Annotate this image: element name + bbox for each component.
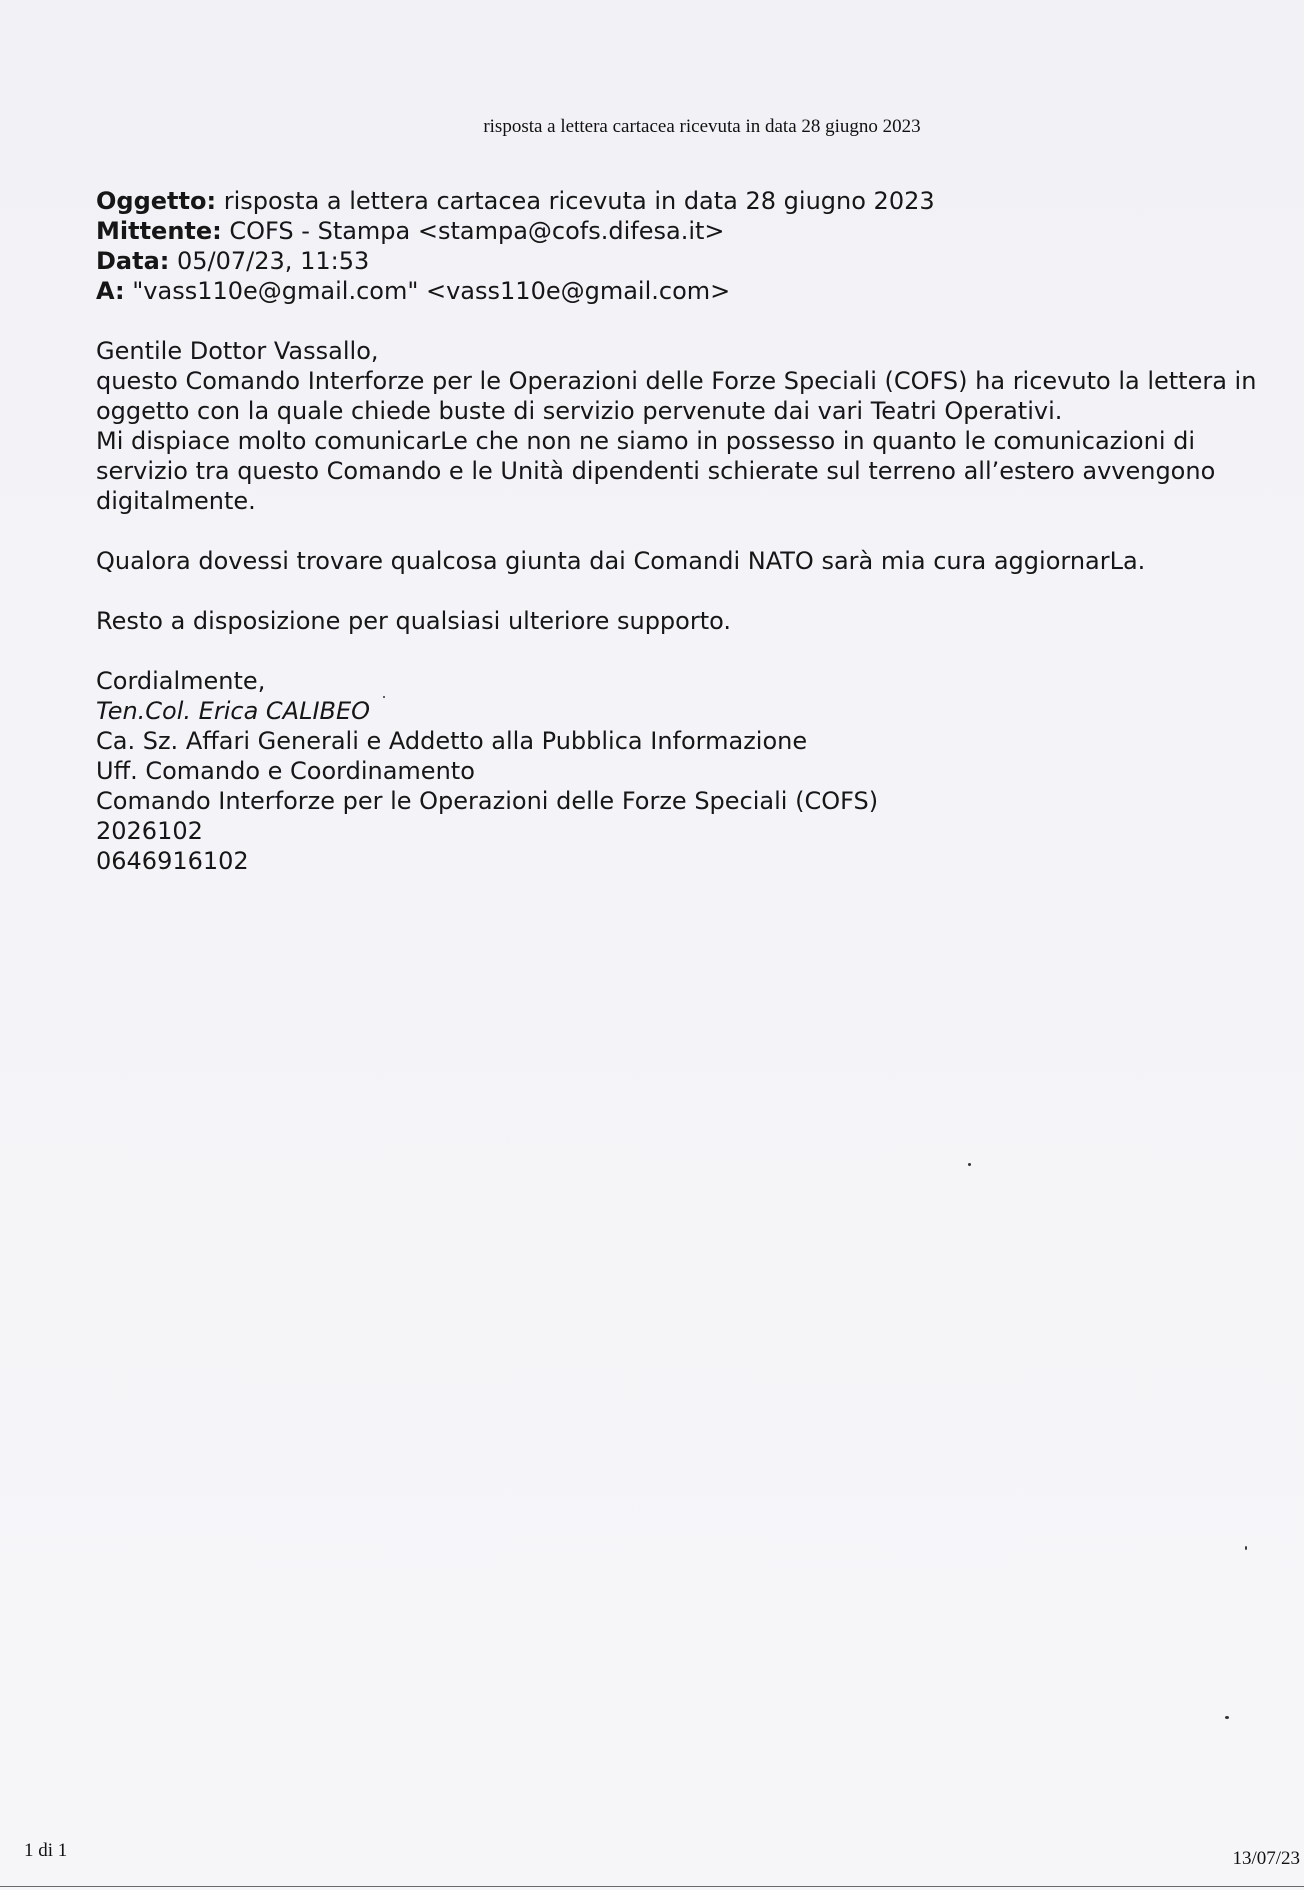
body-paragraph-2	[96, 546, 1276, 576]
body-paragraph-3	[96, 606, 1276, 636]
body-line: digitalmente.	[96, 487, 256, 515]
closing: Cordialmente,	[96, 667, 266, 695]
date-value: 05/07/23, 11:53	[169, 247, 370, 275]
subject-line	[96, 186, 1276, 216]
bottom-rule	[0, 1886, 1304, 1887]
greeting: Gentile Dottor Vassallo,	[96, 337, 379, 365]
print-header: risposta a lettera cartacea ricevuta in data 28 giugno 2023	[483, 116, 921, 137]
body-line: servizio tra questo Comando e le Unità dipendenti schierate sul terreno all’estero avvengono	[96, 457, 1216, 485]
recipient-value: "vass110e@gmail.com" <vass110e@gmail.com>	[124, 277, 731, 305]
subject-value: risposta a lettera cartacea ricevuta in data 28 giugno 2023	[216, 187, 935, 215]
date-label: Data:	[96, 247, 170, 275]
signer-role: Ca. Sz. Affari Generali e Addetto alla Pubblica Informazione	[96, 727, 808, 755]
scan-speck	[383, 696, 385, 698]
sender-label: Mittente:	[96, 217, 222, 245]
scan-speck	[1225, 1716, 1229, 1719]
sender-value: COFS - Stampa <stampa@cofs.difesa.it>	[221, 217, 725, 245]
signature-block	[96, 666, 1276, 876]
body-line: Mi dispiace molto comunicarLe che non ne siamo in possesso in quanto le comunicazioni di	[96, 427, 1196, 455]
email-message	[96, 186, 1276, 876]
date-line	[96, 246, 1276, 276]
recipient-label: A:	[96, 277, 125, 305]
signer-command: Comando Interforze per le Operazioni delle Forze Speciali (COFS)	[96, 787, 879, 815]
body-paragraph-1	[96, 336, 1276, 516]
phone-number: 0646916102	[96, 847, 249, 875]
body-line: Qualora dovessi trovare qualcosa giunta dai Comandi NATO sarà mia cura aggiornarLa.	[96, 547, 1146, 575]
signer-office: Uff. Comando e Coordinamento	[96, 757, 475, 785]
email-header	[96, 186, 1276, 306]
email-body	[96, 336, 1276, 876]
page-counter: 1 di 1	[24, 1840, 68, 1861]
subject-label: Oggetto:	[96, 187, 217, 215]
recipient-line	[96, 276, 1276, 306]
signer-name: Ten.Col. Erica CALIBEO	[96, 697, 371, 725]
print-date: 13/07/23	[1232, 1848, 1300, 1869]
sender-line	[96, 216, 1276, 246]
scan-speck	[1245, 1546, 1247, 1550]
phone-number: 2026102	[96, 817, 203, 845]
body-line: Resto a disposizione per qualsiasi ulteriore supporto.	[96, 607, 732, 635]
scan-speck	[968, 1163, 971, 1166]
body-line: oggetto con la quale chiede buste di servizio pervenute dai vari Teatri Operativi.	[96, 397, 1063, 425]
body-line: questo Comando Interforze per le Operazioni delle Forze Speciali (COFS) ha ricevuto la lettera in	[96, 367, 1257, 395]
